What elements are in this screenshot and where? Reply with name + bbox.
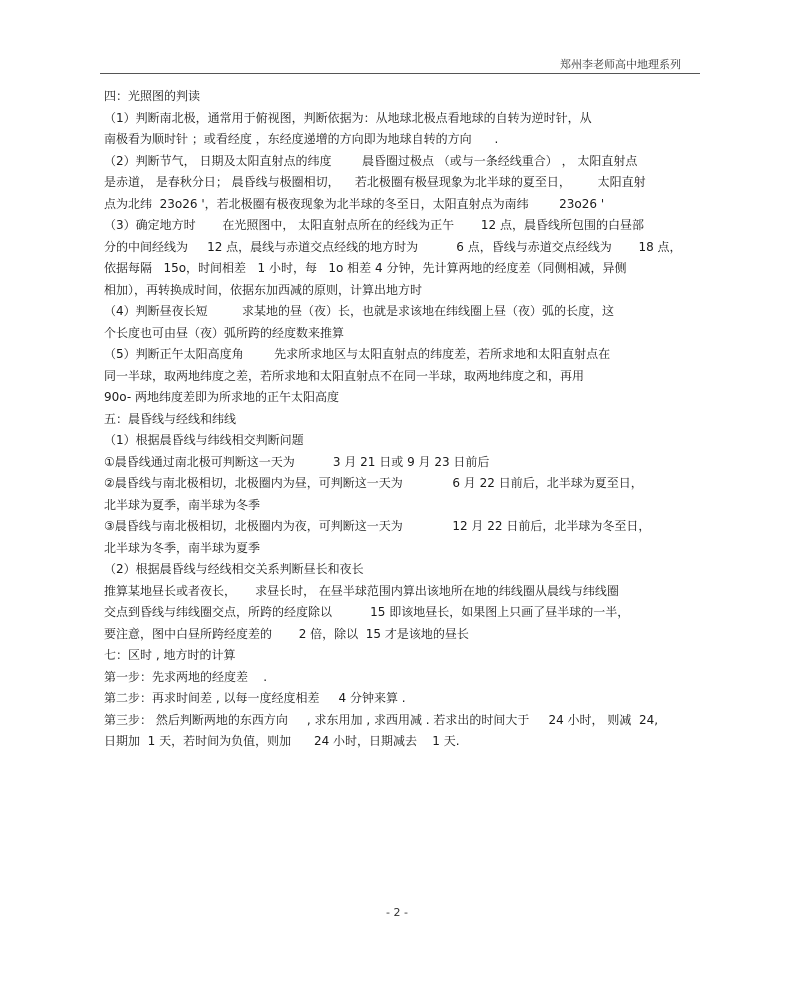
text-line: （2）判断节气， 日期及太阳直射点的纬度 晨昏圈过极点 （或与一条经线重合） ， 太阳直射点: [104, 153, 638, 168]
text-line: （4）判断昼夜长短 求某地的昼（夜）长，也就是求该地在纬线圈上昼（夜）弧的长度，这: [104, 304, 614, 318]
text-line: 日期加 1 天，若时间为负值，则加 24 小时，日期减去 1 天.: [104, 734, 460, 748]
text-line: （3）确定地方时 在光照图中， 太阳直射点所在的经线为正午 12 点，晨昏线所包围的白昼部: [104, 218, 644, 232]
text-line: ②晨昏线与南北极相切，北极圈内为昼，可判断这一天为 6 月 22 日前后，北半球为夏至日，: [104, 476, 643, 490]
text-line: 北半球为夏季，南半球为冬季: [104, 497, 261, 512]
text-line: 点为北纬 23o26 '，若北极圈有极夜现象为北半球的冬至日，太阳直射点为南纬 23o26 ': [104, 196, 605, 211]
text-line: （5）判断正午太阳高度角 先求所求地区与太阳直射点的纬度差，若所求地和太阳直射点在: [104, 347, 611, 361]
header-divider: [100, 73, 700, 74]
text-line: ③晨昏线与南北极相切，北极圈内为夜，可判断这一天为 12 月 22 日前后，北半球为冬至日，: [104, 519, 651, 533]
text-line: 七：区时 , 地方时的计算: [104, 648, 236, 662]
text-line: 90o- 两地纬度差即为所求地的正午太阳高度: [104, 390, 339, 404]
text-line: 北半球为冬季，南半球为夏季: [104, 540, 261, 555]
text-line: 第三步： 然后判断两地的东西方向 , 求东用加 , 求西用减 . 若求出的时间大于 24 小时， 则减 24,: [104, 712, 659, 727]
text-line: （1）判断南北极，通常用于俯视图，判断依据为：从地球北极点看地球的自转为逆时针，从: [104, 110, 592, 125]
text-line: 个长度也可由昼（夜）弧所跨的经度数来推算: [104, 325, 345, 340]
page-header: [560, 56, 698, 72]
text-line: 要注意，图中白昼所跨经度差的 2 倍，除以 15 才是该地的昼长: [104, 626, 469, 641]
text-line: ①晨昏线通过南北极可判断这一天为 3 月 21 日或 9 月 23 日前后: [104, 454, 490, 469]
text-line: 四：光照图的判读: [104, 89, 201, 103]
text-line: 第二步：再求时间差 , 以每一度经度相差 4 分钟来算 .: [104, 691, 406, 705]
text-line: 分的中间经线为 12 点，晨线与赤道交点经线的地方时为 6 点，昏线与赤道交点经线为 18 点，: [104, 239, 682, 254]
text-line: 南极看为顺时针 ；或看经度 ，东经度递增的方向即为地球自转的方向 .: [104, 132, 499, 146]
document-body: [104, 86, 704, 753]
text-line: （2）根据晨昏线与经线相交关系判断昼长和夜长: [104, 562, 364, 576]
page-number: - 2 -: [386, 906, 408, 919]
text-line: 推算某地昼长或者夜长， 求昼长时， 在昼半球范围内算出该地所在地的纬线圈从晨线与纬线圈: [104, 583, 619, 598]
text-line: 依据每隔 15o，时间相差 1 小时，每 1o 相差 4 分钟，先计算两地的经度差（同侧相减，异侧: [104, 261, 627, 275]
text-line: 相加），再转换成时间，依据东加西减的原则，计算出地方时: [104, 282, 423, 297]
text-line: 交点到昏线与纬线圈交点，所跨的经度除以 15 即该地昼长，如果图上只画了昼半球的一半，: [104, 605, 630, 619]
text-line: 五：晨昏线与经线和纬线: [104, 411, 237, 426]
text-line: 第一步：先求两地的经度差 .: [104, 669, 268, 684]
text-line: （1）根据晨昏线与纬线相交判断问题: [104, 433, 304, 447]
text-line: 是赤道， 是春秋分日； 晨昏线与极圈相切， 若北极圈有极昼现象为北半球的夏至日， 太阳直射: [104, 175, 646, 189]
text-line: 同一半球，取两地纬度之差，若所求地和太阳直射点不在同一半球，取两地纬度之和，再用: [104, 368, 585, 383]
series-title: 郑州李老师高中地理系列: [560, 58, 681, 71]
